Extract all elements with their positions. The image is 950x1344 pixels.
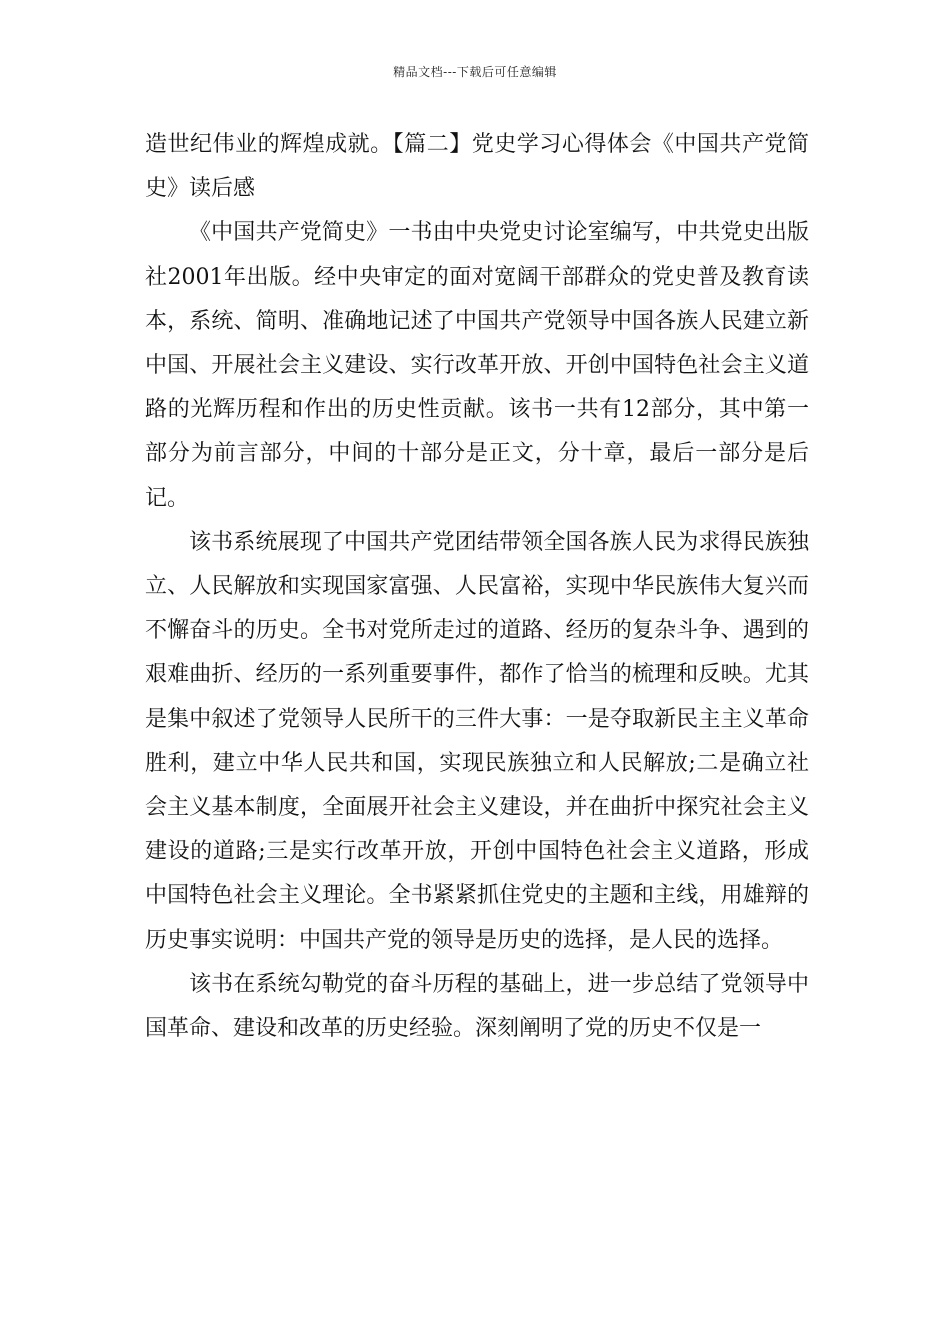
paragraph-continuation: 造世纪伟业的辉煌成就。【篇二】党史学习心得体会《中国共产党简史》读后感 bbox=[145, 132, 809, 202]
paragraph-book-intro: 《中国共产党简史》一书由中央党史讨论室编写，中共党史出版社2001年出版。经中央审定的面对宽阔干部群众的党史普及教育读本，系统、简明、准确地记述了中国共产党领导中国各族人民建立新中国、开展社会主义建设、实行改革开放、开创中国特色社会主义道路的光辉历程和作出的历史性贡献。该书一共有12部分，其中第一部分为前言部分，中间的十部分是正文，分十章，最后一部分是后记。 bbox=[145, 220, 809, 511]
paragraph-book-content: 该书系统展现了中国共产党团结带领全国各族人民为求得民族独立、人民解放和实现国家富强、人民富裕，实现中华民族伟大复兴而不懈奋斗的历史。全书对党所走过的道路、经历的复杂斗争、遇到的艰难曲折、经历的一系列重要事件，都作了恰当的梳理和反映。尤其是集中叙述了党领导人民所干的三件大事：一是夺取新民主主义革命胜利，建立中华人民共和国，实现民族独立和人民解放;二是确立社会主义基本制度，全面展开社会主义建设，并在曲折中探究社会主义建设的道路;三是实行改革开放，开创中国特色社会主义道路，形成中国特色社会主义理论。全书紧紧抓住党史的主题和主线，用雄辩的历史事实说明：中国共产党的领导是历史的选择，是人民的选择。 bbox=[145, 529, 809, 953]
paragraph-historical-experience: 该书在系统勾勒党的奋斗历程的基础上，进一步总结了党领导中国革命、建设和改革的历史经验。深刻阐明了党的历史不仅是一 bbox=[145, 971, 809, 1042]
document-body bbox=[145, 123, 809, 1051]
page-header: 精品文档---下载后可任意编辑 bbox=[393, 65, 557, 79]
